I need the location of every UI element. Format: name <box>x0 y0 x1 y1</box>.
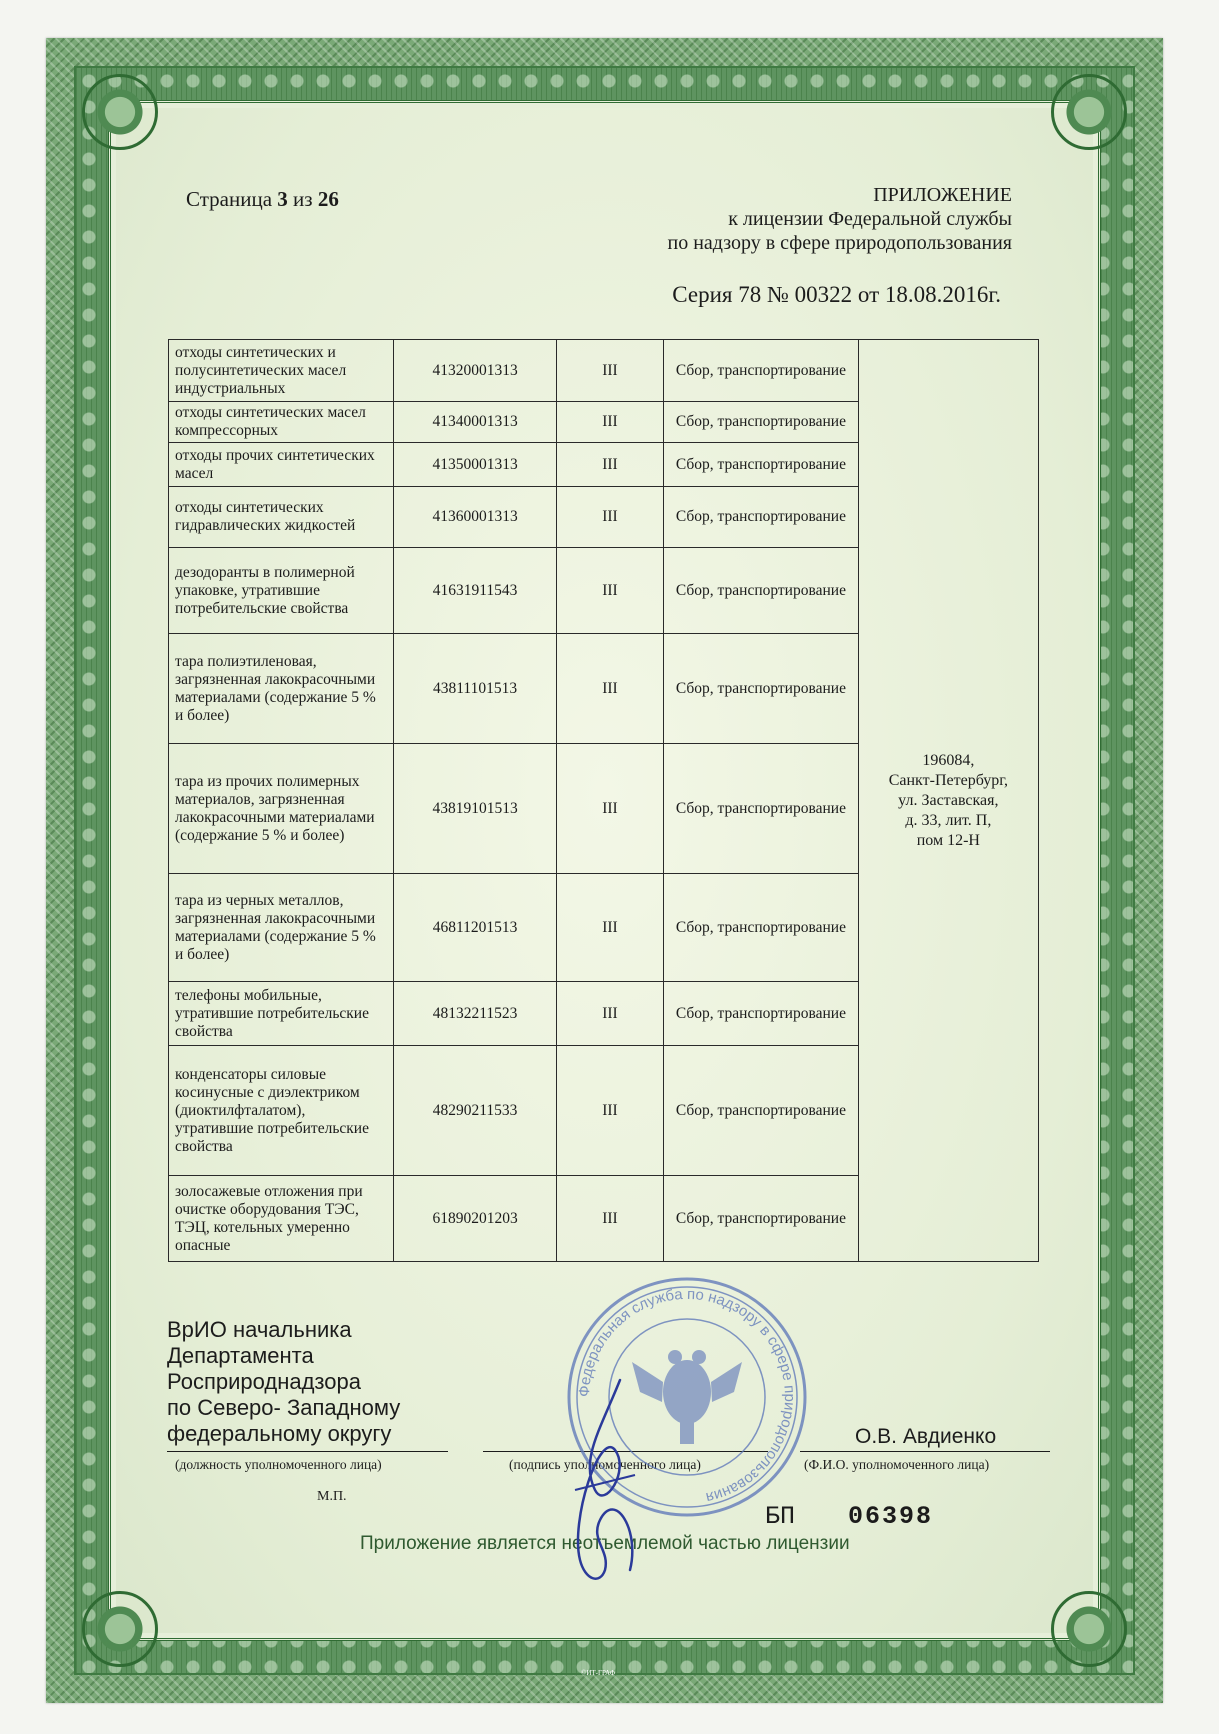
svg-text:Федеральная служба по надзору: Федеральная служба по надзору в сфере природопользования <box>575 1285 799 1507</box>
form-serial: 06398 <box>848 1502 934 1531</box>
appendix-subtitle-2: по надзору в сфере природопользования <box>667 232 1012 254</box>
waste-code-cell: 48132211523 <box>394 982 556 1046</box>
waste-code-cell: 46811201513 <box>394 874 556 982</box>
printer-mark: ©ИТ-ГРАФ <box>581 1669 616 1677</box>
appendix-title: ПРИЛОЖЕНИЕ <box>873 184 1012 206</box>
waste-code-cell: 43811101513 <box>394 634 556 744</box>
address-line: д. 33, лит. П, <box>905 811 992 829</box>
operation-cell: Сбор, транспортирование <box>664 548 859 634</box>
handwritten-signature <box>560 1370 650 1590</box>
hazard-class-cell: III <box>556 402 663 443</box>
seal-place-label: М.П. <box>317 1489 347 1504</box>
hazard-class-cell: III <box>556 1176 663 1262</box>
page-label: Страница <box>186 187 273 211</box>
operation-cell: Сбор, транспортирование <box>664 982 859 1046</box>
waste-code-cell: 41320001313 <box>394 340 556 402</box>
operation-cell: Сбор, транспортирование <box>664 340 859 402</box>
footer-note: Приложение является неотъемлемой частью лицензии <box>360 1533 850 1554</box>
waste-code-cell: 41340001313 <box>394 402 556 443</box>
operation-cell: Сбор, транспортирование <box>664 402 859 443</box>
form-prefix: БП <box>765 1502 796 1531</box>
signatory-name: О.В. Авдиенко <box>855 1425 997 1448</box>
hazard-class-cell: III <box>556 443 663 487</box>
hazard-class-cell: III <box>556 874 663 982</box>
waste-code-cell: 61890201203 <box>394 1176 556 1262</box>
address-cell <box>858 340 1038 1262</box>
caption-position: (должность уполномоченного лица) <box>175 1457 382 1472</box>
operation-cell: Сбор, транспортирование <box>664 1176 859 1262</box>
waste-table <box>168 339 1039 1262</box>
page-number <box>186 187 339 212</box>
hazard-class-cell: III <box>556 982 663 1046</box>
corner-ornament <box>1051 1591 1127 1667</box>
waste-code-cell: 41350001313 <box>394 443 556 487</box>
address-line: 196084, <box>922 751 975 769</box>
waste-name-cell: отходы синтетических масел компрессорных <box>169 402 394 443</box>
hazard-class-cell: III <box>556 1046 663 1176</box>
waste-name-cell: золосажевые отложения при очистке оборудования ТЭС, ТЭЦ, котельных умеренно опасные <box>169 1176 394 1262</box>
series-number: Серия 78 № 00322 от 18.08.2016г. <box>672 282 1001 307</box>
waste-name-cell: отходы прочих синтетических масел <box>169 443 394 487</box>
hazard-class-cell: III <box>556 744 663 874</box>
waste-code-cell: 41360001313 <box>394 487 556 548</box>
waste-code-cell: 48290211533 <box>394 1046 556 1176</box>
waste-name-cell: отходы синтетических гидравлических жидкостей <box>169 487 394 548</box>
position-underline <box>167 1451 448 1452</box>
caption-fio: (Ф.И.О. уполномоченного лица) <box>804 1457 990 1472</box>
corner-ornament <box>1051 74 1127 150</box>
waste-code-cell: 43819101513 <box>394 744 556 874</box>
address-line: ул. Заставская, <box>898 791 999 809</box>
waste-name-cell: тара полиэтиленовая, загрязненная лакокрасочными материалами (содержание 5 % и более) <box>169 634 394 744</box>
operation-cell: Сбор, транспортирование <box>664 1046 859 1176</box>
hazard-class-cell: III <box>556 340 663 402</box>
table-row <box>169 340 1039 402</box>
corner-ornament <box>82 1591 158 1667</box>
address-line: Санкт-Петербург, <box>888 771 1008 789</box>
corner-ornament <box>82 74 158 150</box>
operation-cell: Сбор, транспортирование <box>664 443 859 487</box>
hazard-class-cell: III <box>556 548 663 634</box>
waste-name-cell: тара из черных металлов, загрязненная лакокрасочными материалами (содержание 5 % и более) <box>169 874 394 982</box>
operation-cell: Сбор, транспортирование <box>664 634 859 744</box>
position-line: Росприроднадзора <box>167 1369 361 1394</box>
waste-name-cell: телефоны мобильные, утратившие потребительские свойства <box>169 982 394 1046</box>
hazard-class-cell: III <box>556 634 663 744</box>
appendix-header <box>668 183 1013 255</box>
position-line: по Северо- Западному <box>167 1395 401 1420</box>
page-current: 3 <box>277 187 288 211</box>
page-of: из <box>293 187 313 211</box>
operation-cell: Сбор, транспортирование <box>664 487 859 548</box>
waste-name-cell: конденсаторы силовые косинусные с диэлектриком (диоктилфталатом), утратившие потребительские свойства <box>169 1046 394 1176</box>
appendix-subtitle-1: к лицензии Федеральной службы <box>728 208 1012 230</box>
fio-underline <box>800 1451 1050 1452</box>
page-total: 26 <box>317 187 339 211</box>
waste-name-cell: дезодоранты в полимерной упаковке, утратившие потребительские свойства <box>169 548 394 634</box>
position-line: Департамента <box>167 1343 314 1368</box>
position-line: ВрИО начальника <box>167 1317 352 1342</box>
position-line: федеральному округу <box>167 1421 392 1446</box>
signatory-position <box>167 1317 400 1447</box>
caption-signature: (подпись уполномоченного лица) <box>509 1457 701 1472</box>
operation-cell: Сбор, транспортирование <box>664 744 859 874</box>
waste-name-cell: тара из прочих полимерных материалов, загрязненная лакокрасочными материалами (содержание 5 % и более) <box>169 744 394 874</box>
hazard-class-cell: III <box>556 487 663 548</box>
operation-cell: Сбор, транспортирование <box>664 874 859 982</box>
address-line: пом 12-Н <box>916 831 980 849</box>
waste-code-cell: 41631911543 <box>394 548 556 634</box>
waste-name-cell: отходы синтетических и полусинтетических масел индустриальных <box>169 340 394 402</box>
